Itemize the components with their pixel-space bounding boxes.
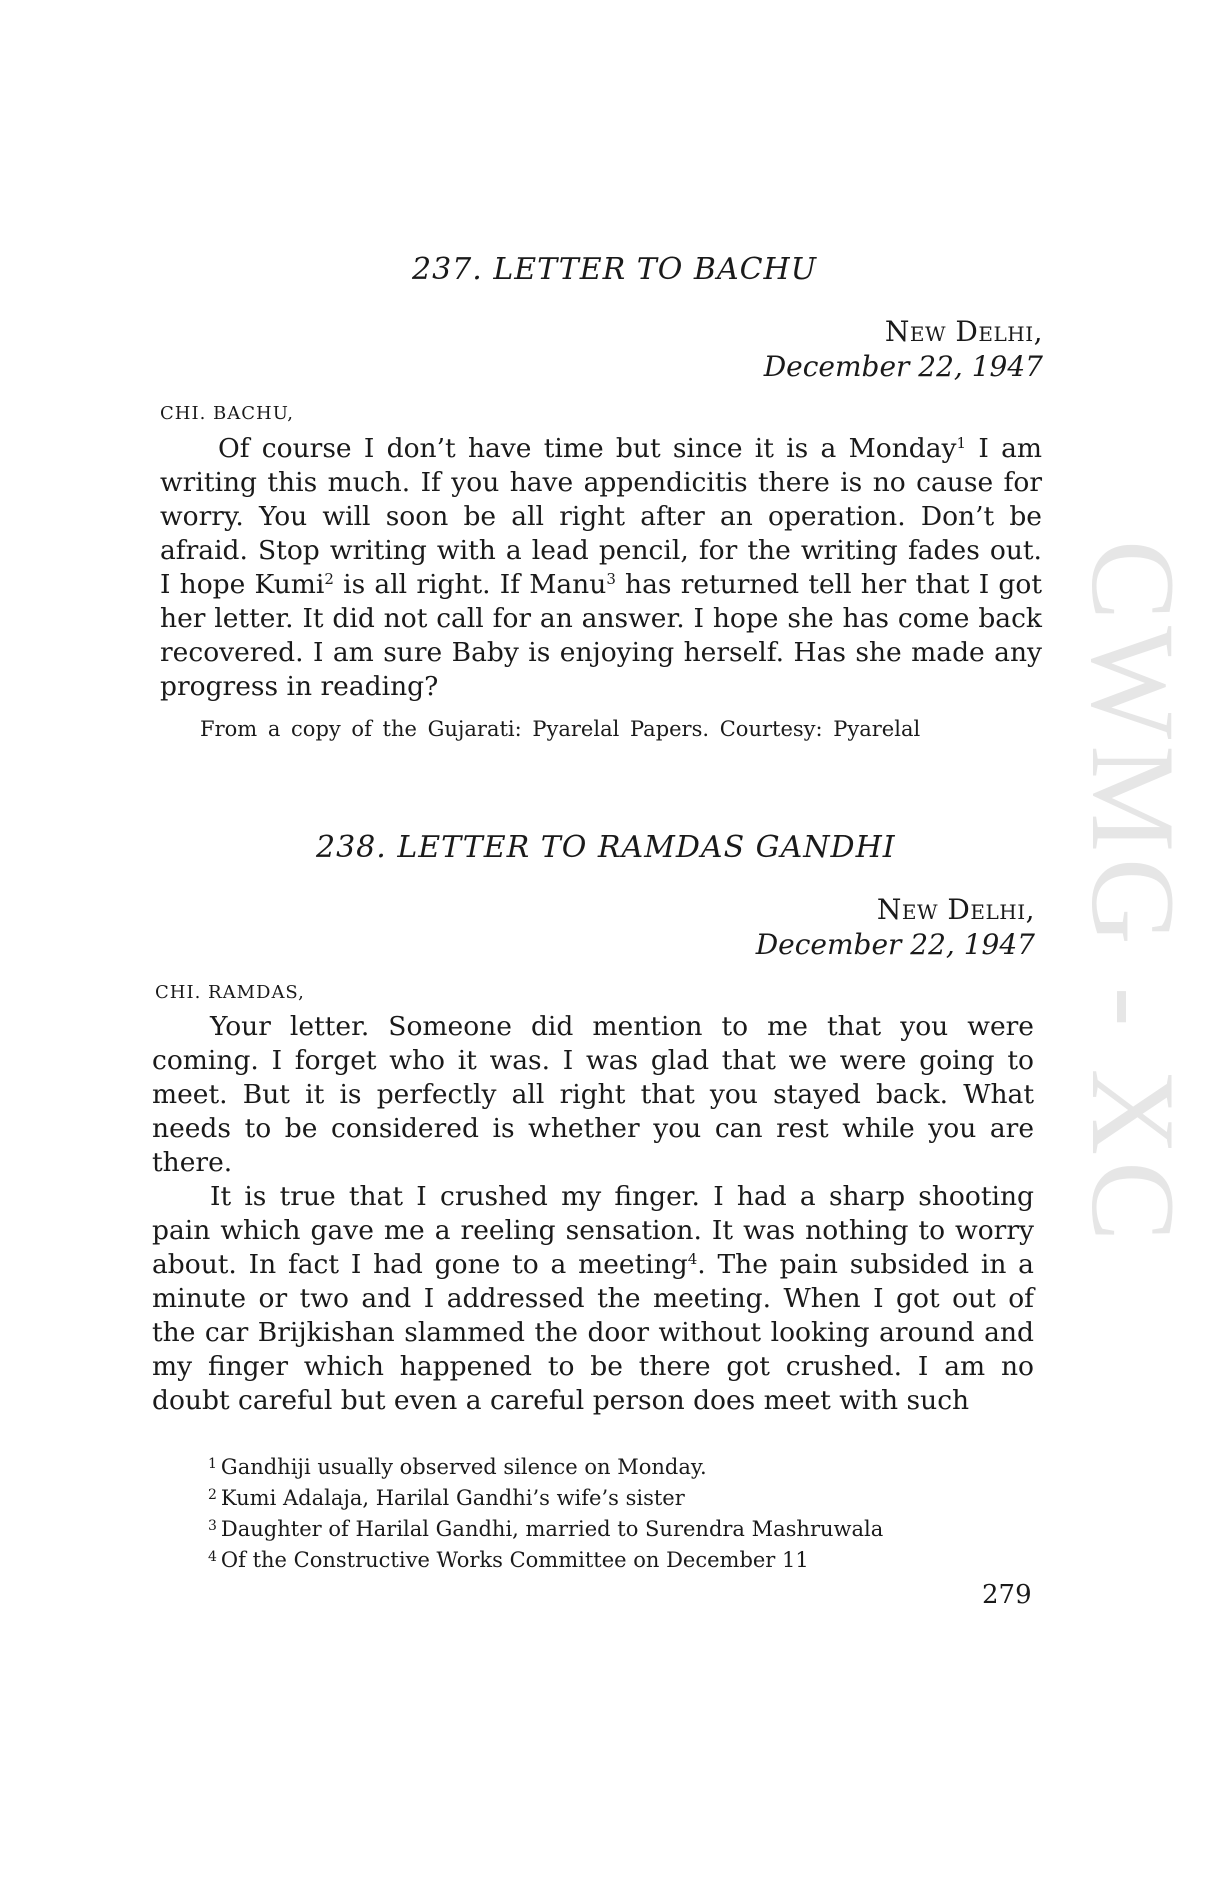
letter-237-paragraph: Of course I don’t have time but since it is a Monday$^1$ I am writing this much. If you have appendicitis there is no cause for worry. You will soon be all right after an operation. Don’t be afraid. Stop writing with a lead pencil, for the writing fades out. I hope Kumi$^2$ is all right. If Manu$^3$ has returned tell her that I got her letter. It did not call for an answer. I hope she has come back recovered. I am sure Baby is enjoying herself. Has she made any progress in reading? (160, 433, 1042, 702)
letter-238-paragraph-2: It is true that I crushed my finger. I had a sharp shooting pain which gave me a reeling sensation. It was nothing to worry about. In fact I had gone to a meeting$^4$. The pain subsided in a minute or two and I addressed the meeting. When I got out of the car Brijkishan slammed the door without looking around and my finger which happened to be there got crushed. I am no doubt careful but even a careful person does meet with such (152, 1181, 1034, 1416)
letter-237-date: December 22, 1947 (763, 350, 1043, 383)
letter-237-heading: 237. LETTER TO BACHU (412, 252, 818, 287)
letter-237-salutation: CHI. BACHU, (160, 403, 294, 424)
letter-237-body (160, 432, 1042, 704)
footnote-1: $^1$ Gandhiji usually observed silence on Monday. (208, 1455, 707, 1479)
letter-238-place: New Delhi, (876, 893, 1035, 926)
letter-238-date: December 22, 1947 (755, 928, 1035, 961)
letter-237-source: From a copy of the Gujarati: Pyarelal Papers. Courtesy: Pyarelal (200, 717, 921, 741)
letter-238-heading: 238. LETTER TO RAMDAS GANDHI (316, 830, 896, 865)
watermark (1028, 540, 1200, 1360)
letter-237-place: New Delhi, (884, 315, 1043, 348)
letter-238-salutation: CHI. RAMDAS, (155, 982, 305, 1003)
letter-238-body (152, 1010, 1034, 1418)
watermark-text: CWMG - XC (1067, 540, 1200, 1248)
letter-238-paragraph-1: Your letter. Someone did mention to me that you were coming. I forget who it was. I was glad that we were going to meet. But it is perfectly all right that you stayed back. What needs to be considered is whether you can rest while you are there. (152, 1011, 1034, 1178)
footnote-4: $^4$ Of the Constructive Works Committee on December 11 (208, 1548, 809, 1572)
page-number: 279 (982, 1580, 1032, 1610)
footnotes (208, 1450, 883, 1574)
footnote-3: $^3$ Daughter of Harilal Gandhi, married to Surendra Mashruwala (208, 1517, 884, 1541)
footnote-2: $^2$ Kumi Adalaja, Harilal Gandhi’s wife’s sister (208, 1486, 685, 1510)
